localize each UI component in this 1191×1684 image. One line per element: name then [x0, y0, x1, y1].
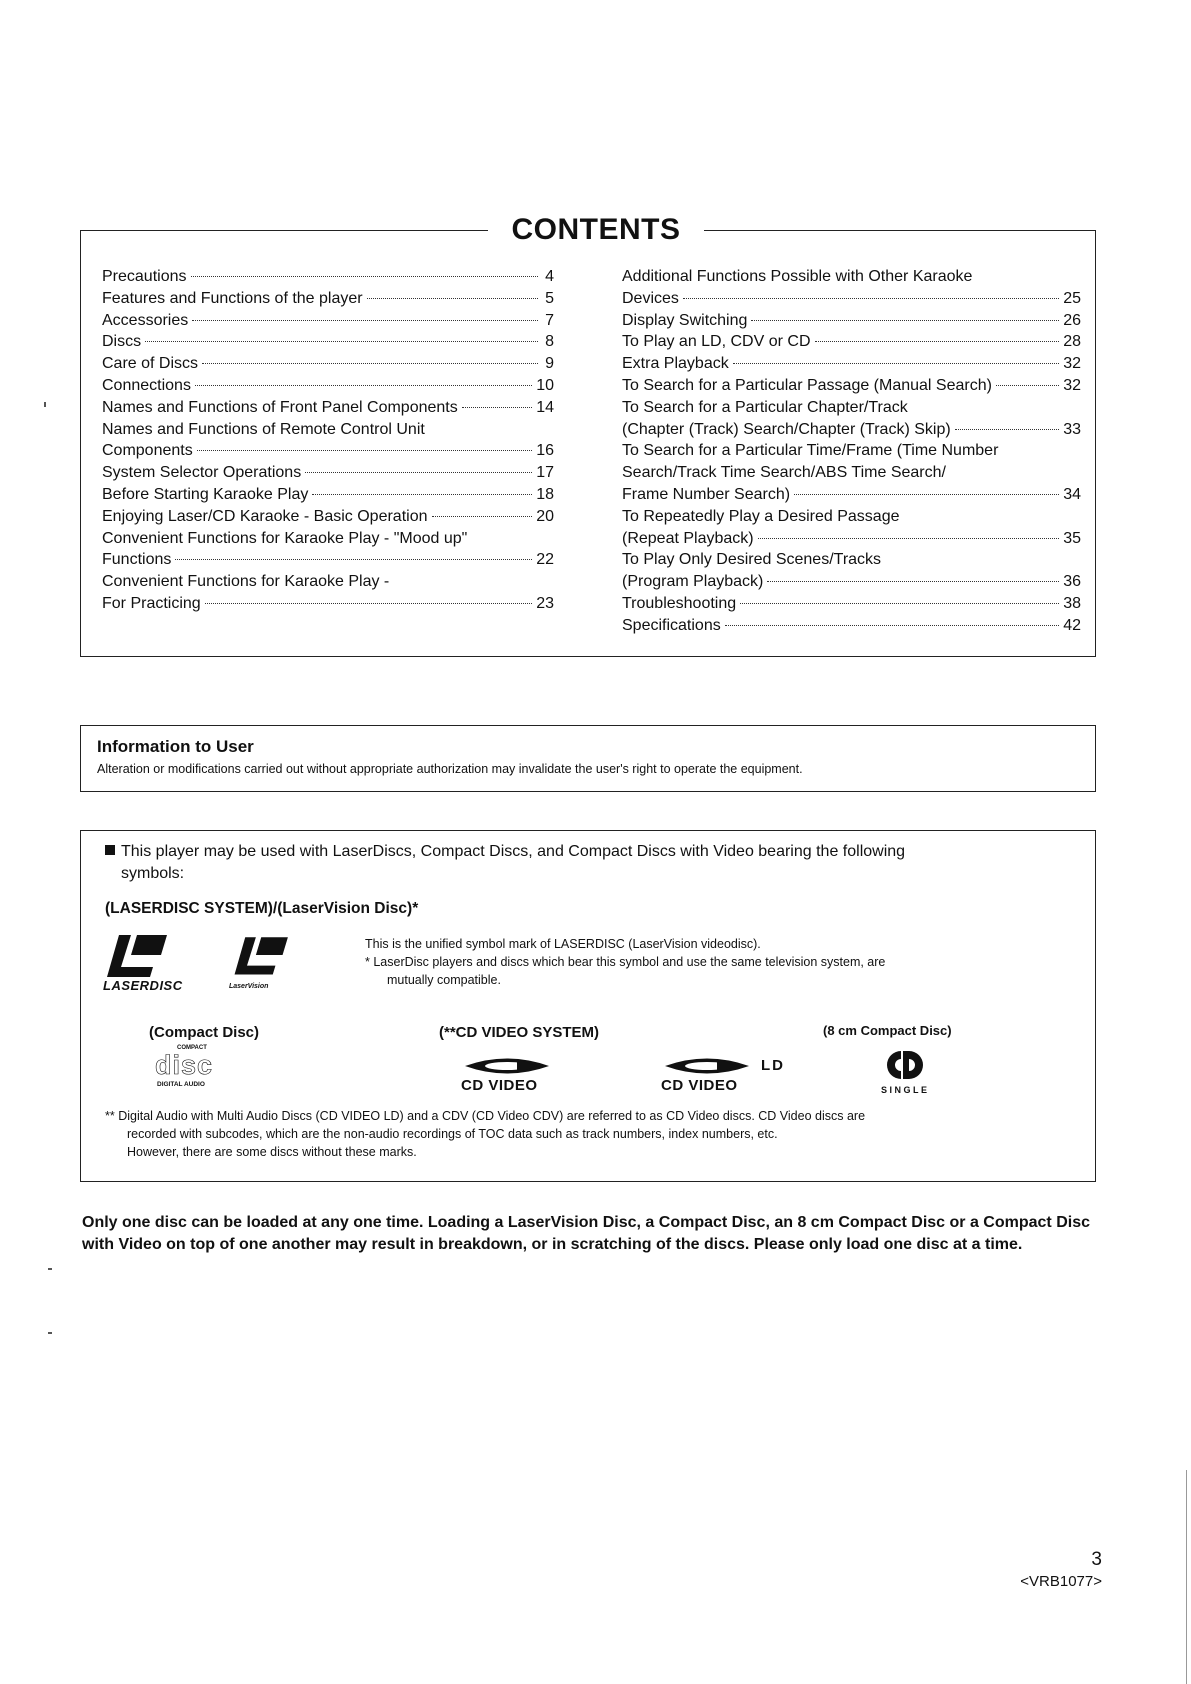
- document-code: <VRB1077>: [1020, 1573, 1102, 1590]
- toc-entry-page: 10: [536, 376, 554, 394]
- toc-entry: [622, 419, 1081, 441]
- compact-disc-logo-top: COMPACT: [177, 1045, 207, 1051]
- toc-leader-dots: [312, 494, 532, 495]
- toc-leader-dots: [432, 516, 533, 517]
- toc-entry: [102, 397, 554, 419]
- toc-entry-page: 26: [1063, 311, 1081, 329]
- toc-leader-dots: [195, 385, 532, 386]
- toc-entry-page: 35: [1063, 529, 1081, 547]
- toc-entry: [622, 484, 1081, 506]
- toc-entry: [622, 397, 1081, 419]
- toc-entry-page: 38: [1063, 594, 1081, 612]
- toc-entry: [622, 615, 1081, 637]
- toc-entry-page: 20: [536, 507, 554, 525]
- toc-entry: [102, 528, 554, 550]
- footnote-line-2: recorded with subcodes, which are the non-audio recordings of TOC data such as track numbers, index numbers, etc.: [127, 1127, 778, 1141]
- toc-entry: [102, 593, 554, 615]
- toc-entry-title: To Search for a Particular Time/Frame (Time Number: [622, 442, 999, 460]
- bullet-square-icon: [105, 845, 115, 855]
- toc-right-column: [622, 266, 1081, 637]
- toc-entry-title: Frame Number Search): [622, 485, 791, 503]
- toc-leader-dots: [305, 472, 532, 473]
- toc-entry-title: Devices: [622, 289, 679, 307]
- toc-entry-page: 5: [545, 289, 554, 307]
- toc-entry: [102, 549, 554, 571]
- toc-entry-title: To Search for a Particular Passage (Manual Search): [622, 376, 992, 394]
- scan-edge-line: [1186, 1470, 1187, 1684]
- toc-entry: [102, 266, 554, 288]
- toc-entry: [622, 288, 1081, 310]
- scan-speck: [44, 402, 46, 407]
- cd-video-ld-label: CD VIDEO: [661, 1077, 738, 1094]
- laserdisc-logo-caption: LASERDISC: [103, 978, 183, 993]
- toc-entry-page: 42: [1063, 616, 1081, 634]
- compact-disc-logo-main: disc: [155, 1050, 214, 1080]
- toc-entry: [102, 419, 554, 441]
- toc-entry-page: 36: [1063, 573, 1081, 591]
- information-box: [80, 725, 1096, 792]
- toc-leader-dots: [733, 363, 1059, 364]
- toc-entry: [622, 440, 1081, 462]
- toc-leader-dots: [367, 298, 538, 299]
- toc-entry-page: 25: [1063, 289, 1081, 307]
- toc-leader-dots: [794, 494, 1059, 495]
- laserdisc-description-3: mutually compatible.: [387, 973, 501, 987]
- toc-entry-page: 22: [536, 551, 554, 569]
- laserdisc-description-1: This is the unified symbol mark of LASERDISC (LaserVision videodisc).: [365, 937, 761, 951]
- toc-leader-dots: [197, 450, 532, 451]
- toc-leader-dots: [815, 341, 1060, 342]
- toc-entry: [102, 331, 554, 353]
- disc-intro-line: [105, 841, 1080, 863]
- disc-intro-continuation: symbols:: [121, 865, 185, 882]
- toc-entry: [102, 310, 554, 332]
- toc-entry-title: Additional Functions Possible with Other Karaoke: [622, 268, 973, 285]
- toc-entry-page: 17: [536, 464, 554, 482]
- laserdisc-logo-icon: [103, 931, 175, 979]
- toc-entry-title: Names and Functions of Remote Control Unit: [102, 420, 425, 438]
- toc-entry: [622, 593, 1081, 615]
- single-disc-warning: Only one disc can be loaded at any one time. Loading a LaserVision Disc, a Compact Disc, an 8 cm Compact Disc or a Compact Disc with Video on top of one another may result in breakdown, or in scratching of the discs. Please only load one disc at a time.: [82, 1214, 1090, 1253]
- toc-entry: [622, 549, 1081, 571]
- toc-entry-page: 14: [536, 398, 554, 416]
- toc-entry-title: Enjoying Laser/CD Karaoke - Basic Operation: [102, 507, 428, 525]
- toc-left-column: [102, 266, 554, 615]
- cd-single-logo-icon: [879, 1047, 927, 1083]
- toc-leader-dots: [751, 320, 1059, 321]
- toc-entry-page: 23: [536, 594, 554, 612]
- toc-entry: [622, 462, 1081, 484]
- compact-disc-logo: [153, 1045, 235, 1091]
- toc-entry-title: Connections: [102, 376, 191, 394]
- toc-leader-dots: [767, 581, 1059, 582]
- toc-entry: [102, 288, 554, 310]
- toc-entry-title: Precautions: [102, 268, 187, 285]
- toc-leader-dots: [758, 538, 1060, 539]
- toc-entry-title: Before Starting Karaoke Play: [102, 485, 309, 503]
- cd-video-heading: (**CD VIDEO SYSTEM): [439, 1024, 600, 1041]
- laservision-logo-icon: [231, 931, 295, 979]
- toc-leader-dots: [740, 603, 1059, 604]
- toc-leader-dots: [462, 407, 532, 408]
- toc-entry-title: Specifications: [622, 616, 721, 634]
- toc-entry-title: Troubleshooting: [622, 594, 737, 612]
- toc-leader-dots: [683, 298, 1059, 299]
- toc-entry: [622, 266, 1081, 288]
- toc-entry-page: 7: [545, 311, 554, 329]
- cd-video-label: CD VIDEO: [461, 1077, 538, 1094]
- information-text: Alteration or modifications carried out without appropriate authorization may invalidate the user's right to operate the equipment.: [97, 762, 803, 776]
- toc-entry-title: System Selector Operations: [102, 464, 302, 482]
- toc-entry-page: 8: [545, 333, 554, 351]
- toc-leader-dots: [205, 603, 533, 604]
- toc-entry-page: 33: [1063, 420, 1081, 438]
- toc-entry: [622, 310, 1081, 332]
- scan-speck: [48, 1268, 52, 1270]
- toc-entry-title: Convenient Functions for Karaoke Play -: [102, 573, 390, 591]
- disc-intro-text: This player may be used with LaserDiscs, Compact Discs, and Compact Discs with Video bearing the following: [121, 843, 906, 860]
- toc-entry: [622, 528, 1081, 550]
- laserdisc-heading: (LASERDISC SYSTEM)/(LaserVision Disc)*: [105, 900, 419, 917]
- toc-entry-title: Accessories: [102, 311, 189, 329]
- toc-entry: [102, 353, 554, 375]
- laserdisc-description-2: * LaserDisc players and discs which bear this symbol and use the same television system, are: [365, 955, 886, 969]
- page-number: 3: [1091, 1549, 1102, 1570]
- toc-entry-title: For Practicing: [102, 594, 201, 612]
- toc-entry-page: 18: [536, 485, 554, 503]
- cd-single-label: SINGLE: [881, 1085, 930, 1095]
- cd-video-ld-logo-icon: [659, 1055, 755, 1077]
- toc-entry-title: To Play Only Desired Scenes/Tracks: [622, 551, 882, 569]
- toc-entry-title: Components: [102, 442, 193, 460]
- toc-entry-title: Functions: [102, 551, 172, 569]
- toc-entry-title: (Chapter (Track) Search/Chapter (Track) Skip): [622, 420, 951, 438]
- toc-entry: [102, 375, 554, 397]
- toc-entry: [622, 571, 1081, 593]
- footnote-line-1: ** Digital Audio with Multi Audio Discs (CD VIDEO LD) and a CDV (CD Video CDV) are referred to as CD Video discs. CD Video discs are: [105, 1109, 866, 1123]
- toc-leader-dots: [191, 276, 539, 277]
- toc-entry-page: 4: [545, 268, 554, 285]
- toc-entry: [102, 506, 554, 528]
- cd-video-logo-icon: [459, 1055, 555, 1077]
- toc-entry: [102, 440, 554, 462]
- toc-entry-page: 28: [1063, 333, 1081, 351]
- toc-leader-dots: [145, 341, 538, 342]
- cd-video-ld-suffix: LD: [761, 1057, 785, 1074]
- toc-entry-title: To Search for a Particular Chapter/Track: [622, 398, 908, 416]
- toc-entry-title: Names and Functions of Front Panel Components: [102, 398, 458, 416]
- toc-entry: [622, 506, 1081, 528]
- compact-disc-heading: (Compact Disc): [149, 1024, 260, 1041]
- toc-entry-title: To Play an LD, CDV or CD: [622, 333, 811, 351]
- toc-entry: [102, 571, 554, 593]
- toc-entry-title: Convenient Functions for Karaoke Play - "Mood up": [102, 529, 468, 547]
- laservision-logo-caption: LaserVision: [229, 983, 269, 990]
- 8cm-cd-heading: (8 cm Compact Disc): [823, 1023, 952, 1038]
- toc-entry: [102, 462, 554, 484]
- toc-entry-title: Extra Playback: [622, 355, 729, 373]
- toc-leader-dots: [955, 429, 1060, 430]
- information-title: Information to User: [97, 737, 254, 756]
- toc-entry-page: 34: [1063, 485, 1081, 503]
- toc-leader-dots: [996, 385, 1059, 386]
- toc-entry-page: 9: [545, 355, 554, 373]
- toc-entry-page: 32: [1063, 376, 1081, 394]
- toc-entry: [622, 331, 1081, 353]
- disc-symbols-box: [80, 830, 1096, 1182]
- toc-entry-title: (Repeat Playback): [622, 529, 754, 547]
- toc-entry: [622, 353, 1081, 375]
- contents-title: CONTENTS: [511, 213, 681, 246]
- toc-leader-dots: [175, 559, 532, 560]
- toc-entry: [102, 484, 554, 506]
- toc-entry-title: Features and Functions of the player: [102, 289, 363, 307]
- cd-video-footnote: [105, 1107, 1080, 1161]
- toc-entry-page: 32: [1063, 355, 1081, 373]
- scan-speck: [48, 1332, 52, 1334]
- toc-entry-title: Care of Discs: [102, 355, 199, 373]
- toc-leader-dots: [192, 320, 538, 321]
- toc-entry-title: (Program Playback): [622, 573, 764, 591]
- toc-entry-title: To Repeatedly Play a Desired Passage: [622, 507, 900, 525]
- footnote-line-3: However, there are some discs without these marks.: [127, 1145, 417, 1159]
- compact-disc-logo-bottom: DIGITAL AUDIO: [157, 1081, 205, 1088]
- toc-entry-title: Discs: [102, 333, 142, 351]
- toc-entry-title: Search/Track Time Search/ABS Time Search/: [622, 464, 946, 482]
- toc-entry: [622, 375, 1081, 397]
- toc-leader-dots: [202, 363, 538, 364]
- toc-entry-page: 16: [536, 442, 554, 460]
- toc-leader-dots: [725, 625, 1059, 626]
- toc-entry-title: Display Switching: [622, 311, 748, 329]
